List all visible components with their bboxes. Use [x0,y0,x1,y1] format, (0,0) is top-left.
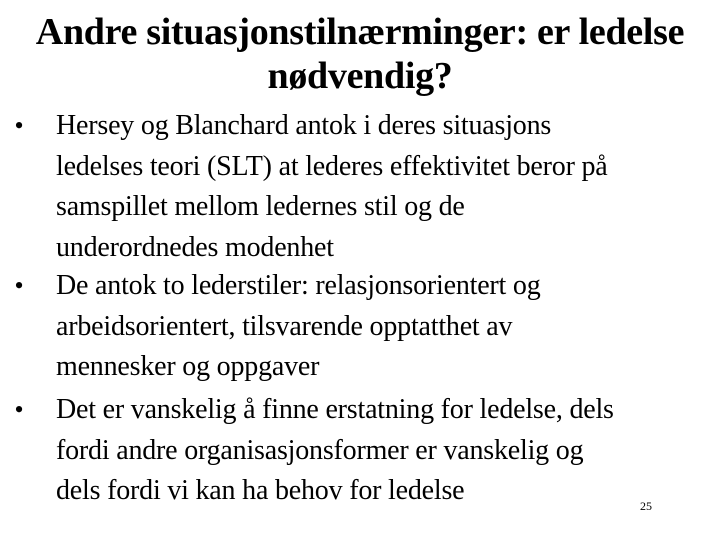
bullet-2-line-1: De antok to lederstiler: relasjonsorientert og [56,270,541,301]
bullet-2-line-3: mennesker og oppgaver [56,351,320,382]
bullet-text-1 [56,106,716,268]
bullet-3-line-2: fordi andre organisasjonsformer er vanskelig og [56,434,584,466]
slide-title [0,10,720,98]
bullet-1-line-4: underordnedes modenhet [56,231,334,263]
slide-title-line-1: Andre situasjonstilnærminger: er ledelse [35,11,685,53]
bullet-3-line-1: Det er vanskelig å finne erstatning for ledelse, dels [56,394,614,425]
bullet-2-line-2: arbeidsorientert, tilsvarende opptatthet av [56,310,513,342]
bullet-1-line-3: samspillet mellom ledernes stil og de [56,191,465,222]
bullet-dot-icon: • [14,395,24,424]
slide-title-line-2: nødvendig? [267,55,453,97]
bullet-1-line-1: Hersey og Blanchard antok i deres situasjons [56,110,552,141]
bullet-1-line-2: ledelses teori (SLT) at lederes effektivitet beror på [56,150,608,182]
bullet-dot-icon: • [14,111,24,140]
bullet-3-line-3: dels fordi vi kan ha behov for ledelse [56,475,465,506]
bullet-text-3 [56,390,716,512]
bullet-text-2 [56,266,716,388]
page-number: 25 [640,499,652,513]
bullet-dot-icon: • [14,271,24,300]
